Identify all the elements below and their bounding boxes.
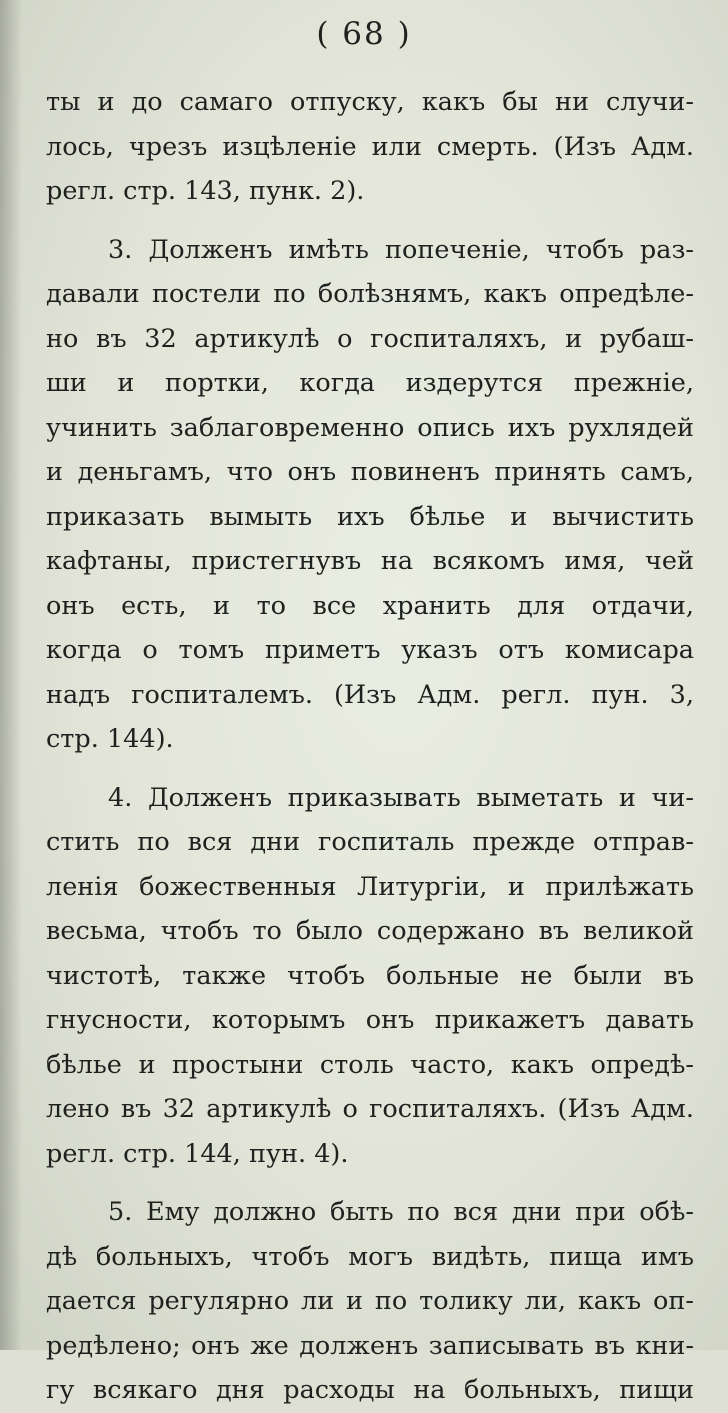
text-line: чистотѣ, также чтобъ больные не были въ: [46, 960, 694, 991]
text-line: надъ госпиталемъ. (Изъ Адм. регл. пун. 3,: [46, 679, 694, 710]
text-line: и деньгамъ, что онъ повиненъ принять самъ,: [46, 457, 694, 487]
text-line: весьма, чтобъ то было содержано въ великой: [46, 916, 694, 946]
text-line: регл. стр. 143, пунк. 2).: [46, 176, 365, 206]
text-line: редѣлено; онъ же долженъ записывать въ кни-: [46, 1330, 694, 1361]
text-line: дается регулярно ли и по толику ли, какъ оп-: [46, 1286, 694, 1316]
text-line: стр. 144).: [46, 724, 174, 754]
page-gutter-shadow: [0, 0, 22, 1350]
text-line: регл. стр. 144, пун. 4).: [46, 1138, 349, 1169]
paragraph: [46, 228, 694, 762]
text-line: приказать вымыть ихъ бѣлье и вычистить: [46, 501, 694, 532]
text-line: лено въ 32 артикулѣ о госпиталяхъ. (Изъ Адм.: [46, 1094, 694, 1124]
text-line: дѣ больныхъ, чтобъ могъ видѣть, пища имъ: [46, 1241, 694, 1272]
page-number: ( 68 ): [316, 16, 412, 52]
paragraph: [46, 1190, 694, 1413]
text-line: 5. Ему должно быть по вся дни при обѣ-: [108, 1197, 694, 1227]
paragraph: [46, 80, 694, 214]
text-line: бѣлье и простыни столь часто, какъ опредѣ-: [46, 1049, 694, 1080]
text-line: но въ 32 артикулѣ о госпиталяхъ, и рубаш-: [46, 323, 694, 354]
text-line: когда о томъ приметъ указъ отъ комисара: [46, 635, 694, 665]
text-line: гу всякаго дня расходы на больныхъ, пищи: [46, 1375, 694, 1405]
text-line: 3. Долженъ имѣть попеченіе, чтобъ раз-: [108, 234, 694, 265]
text-line: 4. Долженъ приказывать выметать и чи-: [108, 782, 694, 813]
text-line: ты и до самаго отпуску, какъ бы ни случи-: [46, 87, 694, 117]
text-line: онъ есть, и то все хранить для отдачи,: [46, 590, 694, 621]
text-line: учинить заблаговременно опись ихъ рухлядей: [46, 412, 694, 443]
text-line: ши и портки, когда издерутся прежніе,: [46, 368, 694, 398]
paragraph: [46, 776, 694, 1177]
text-block: [46, 80, 694, 1413]
text-line: стить по вся дни госпиталь прежде отправ-: [46, 827, 694, 857]
text-line: гнусности, которымъ онъ прикажетъ давать: [46, 1005, 694, 1035]
text-line: давали постели по болѣзнямъ, какъ опредѣле-: [46, 279, 694, 309]
text-line: ленія божественныя Литургіи, и прилѣжать: [46, 871, 694, 902]
text-line: лось, чрезъ изцѣленіе или смерть. (Изъ Адм.: [46, 131, 694, 162]
text-line: кафтаны, пристегнувъ на всякомъ имя, чей: [46, 546, 694, 576]
